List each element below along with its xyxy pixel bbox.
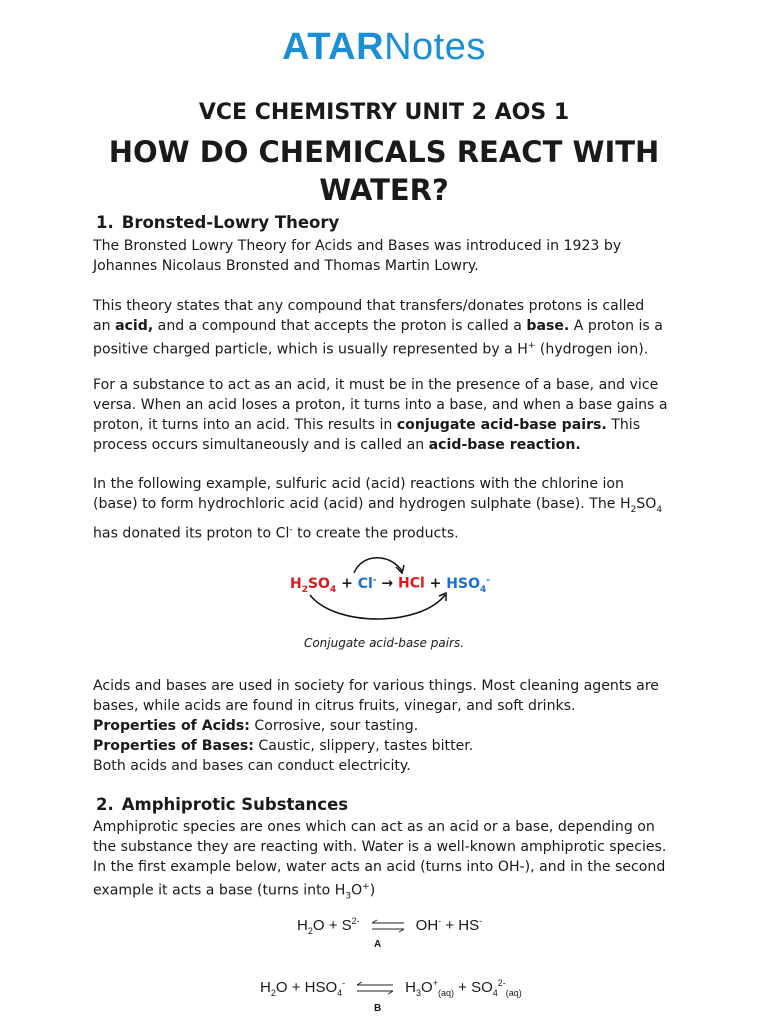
text-line bbox=[93, 415, 683, 435]
equation-b bbox=[260, 978, 522, 998]
paragraph-conjugate bbox=[93, 375, 683, 455]
text-line: Acids and bases are used in society for various things. Most cleaning agents are bbox=[93, 678, 659, 694]
equation-a bbox=[297, 916, 482, 936]
text-run: A proton is a bbox=[569, 318, 663, 334]
text-run: O bbox=[351, 882, 363, 899]
superscript: - bbox=[372, 575, 377, 585]
paragraph-amphiprotic bbox=[93, 817, 683, 907]
term-conjugate-pairs: conjugate acid-base pairs. bbox=[396, 417, 607, 433]
equation-a-products bbox=[416, 917, 482, 934]
superscript: + bbox=[362, 882, 370, 892]
label-properties-acids: Properties of Acids: bbox=[93, 718, 250, 734]
section-1-title: Bronsted-Lowry Theory bbox=[121, 213, 340, 232]
subscript: 4 bbox=[656, 504, 663, 515]
term-base: base. bbox=[526, 318, 570, 334]
equation-a-reactants bbox=[297, 917, 360, 934]
text-run: to create the products. bbox=[292, 525, 459, 542]
text-run: + SO bbox=[453, 979, 493, 996]
text-run: H bbox=[297, 917, 308, 934]
proton-transfer-arrow bbox=[354, 558, 402, 573]
formula-hcl: HCl bbox=[398, 575, 425, 592]
document-subtitle: VCE CHEMISTRY UNIT 2 AOS 1 bbox=[198, 100, 570, 125]
text-run: proton, it turns into an acid. This results in bbox=[93, 417, 397, 433]
paragraph-properties bbox=[93, 676, 683, 776]
text-line bbox=[93, 336, 683, 360]
document-title: HOW DO CHEMICALS REACT WITH WATER? bbox=[108, 135, 660, 207]
paragraph-theory bbox=[93, 296, 683, 360]
equation-b-reactants bbox=[260, 979, 345, 996]
paragraph-intro bbox=[93, 236, 683, 276]
text-line: versa. When an acid loses a proton, it turns into a base, and when a base gains a bbox=[93, 397, 668, 413]
section-1-heading bbox=[96, 213, 340, 232]
section-1-number: 1. bbox=[96, 213, 114, 232]
text-line bbox=[93, 877, 683, 907]
equilibrium-arrows-icon bbox=[353, 981, 397, 995]
text-line bbox=[93, 494, 683, 520]
section-2-heading bbox=[96, 795, 349, 814]
text-run: H bbox=[405, 979, 416, 996]
logo-notes: Notes bbox=[384, 26, 486, 68]
text-line: Both acids and bases can conduct electricity. bbox=[93, 758, 411, 774]
subscript: (aq) bbox=[505, 988, 522, 998]
formula-cl bbox=[358, 576, 377, 592]
text-run: Corrosive, sour tasting. bbox=[249, 718, 419, 734]
text-line: In the first example below, water acts an acid (turns into OH-), and in the second bbox=[93, 859, 666, 875]
term-acid: acid, bbox=[115, 318, 154, 334]
plus-sign: + bbox=[336, 575, 358, 592]
superscript: 2- bbox=[351, 916, 360, 926]
formula-h2so4 bbox=[289, 575, 337, 595]
subscript: 4 bbox=[337, 988, 343, 998]
section-2-title: Amphiprotic Substances bbox=[121, 795, 349, 814]
equation-text bbox=[250, 575, 530, 594]
text-run: H bbox=[289, 575, 302, 592]
text-line bbox=[93, 316, 683, 336]
text-run: This bbox=[606, 417, 641, 433]
subscript: 2 bbox=[307, 926, 313, 936]
superscript: + bbox=[527, 341, 536, 351]
text-run: Caustic, slippery, tastes bitter. bbox=[253, 738, 474, 754]
formula-hso4 bbox=[446, 575, 491, 595]
text-run: SO bbox=[307, 575, 330, 592]
text-run: HSO bbox=[446, 575, 480, 592]
figure-caption: Conjugate acid-base pairs. bbox=[303, 636, 465, 650]
text-line: Johannes Nicolaus Bronsted and Thomas Martin Lowry. bbox=[93, 258, 479, 274]
text-line bbox=[93, 520, 683, 544]
text-run: and a compound that accepts the proton is called a bbox=[153, 318, 527, 334]
text-line: Amphiprotic species are ones which can act as an acid or a base, depending on bbox=[93, 819, 655, 835]
text-line bbox=[93, 716, 683, 736]
superscript: - bbox=[342, 978, 346, 988]
conjugate-link-arrow bbox=[310, 595, 445, 619]
text-line: In the following example, sulfuric acid (acid) reactions with the chlorine ion bbox=[93, 476, 624, 492]
text-run: H bbox=[260, 979, 271, 996]
subscript: 4 bbox=[480, 584, 487, 595]
text-line bbox=[93, 736, 683, 756]
superscript: - bbox=[438, 916, 442, 926]
text-line: the substance they are reacting with. Water is a well-known amphiprotic species. bbox=[93, 839, 667, 855]
text-run: Cl bbox=[357, 575, 373, 592]
text-run: (base) to form hydrochloric acid (acid) and hydrogen sulphate (base). The H bbox=[93, 496, 631, 512]
text-run: SO bbox=[636, 496, 657, 512]
text-line: The Bronsted Lowry Theory for Acids and Bases was introduced in 1923 by bbox=[93, 238, 622, 254]
text-run: O bbox=[421, 979, 433, 996]
equation-a-label: A bbox=[374, 939, 382, 950]
text-line: For a substance to act as an acid, it must be in the presence of a base, and vice bbox=[93, 377, 659, 393]
text-run: ) bbox=[369, 882, 376, 899]
text-run: O + HSO bbox=[275, 979, 338, 996]
text-run: process occurs simultaneously and is called an bbox=[93, 437, 429, 453]
reaction-arrow: → bbox=[376, 575, 399, 592]
equation-b-products bbox=[405, 979, 522, 996]
subscript: 2 bbox=[301, 584, 308, 595]
subscript: 3 bbox=[416, 988, 422, 998]
text-run: + HS bbox=[441, 917, 480, 934]
text-run: (hydrogen ion). bbox=[535, 341, 649, 358]
term-acid-base-reaction: acid-base reaction. bbox=[428, 437, 581, 453]
text-run: positive charged particle, which is usually represented by a H bbox=[93, 341, 528, 358]
superscript: + bbox=[432, 978, 438, 988]
subscript: 2 bbox=[270, 988, 276, 998]
superscript: - bbox=[486, 575, 491, 585]
logo-atar: ATAR bbox=[282, 26, 385, 68]
label-properties-bases: Properties of Bases: bbox=[93, 738, 254, 754]
subscript: 3 bbox=[345, 891, 352, 902]
text-run: O + S bbox=[312, 917, 352, 934]
subscript: (aq) bbox=[437, 988, 454, 998]
text-line: bases, while acids are found in citrus fruits, vinegar, and soft drinks. bbox=[93, 698, 576, 714]
section-2-number: 2. bbox=[96, 795, 114, 814]
text-run: an bbox=[93, 318, 116, 334]
equation-b-label: B bbox=[374, 1003, 382, 1014]
paragraph-example bbox=[93, 474, 683, 544]
atar-notes-logo bbox=[0, 26, 768, 69]
superscript: 2- bbox=[497, 978, 506, 988]
superscript: - bbox=[289, 524, 293, 535]
text-run: has donated its proton to Cl bbox=[93, 525, 290, 542]
text-run: example it acts a base (turns into H bbox=[93, 882, 346, 899]
subscript: 2 bbox=[630, 504, 637, 515]
plus-sign: + bbox=[424, 575, 447, 592]
subscript: 4 bbox=[329, 584, 337, 595]
text-run: OH bbox=[415, 917, 439, 934]
text-line: This theory states that any compound that transfers/donates protons is called bbox=[93, 298, 645, 314]
equilibrium-arrows-icon bbox=[368, 919, 408, 933]
conjugate-pair-equation bbox=[250, 555, 530, 625]
superscript: - bbox=[479, 916, 483, 926]
text-line bbox=[93, 435, 683, 455]
subscript: 4 bbox=[492, 988, 498, 998]
